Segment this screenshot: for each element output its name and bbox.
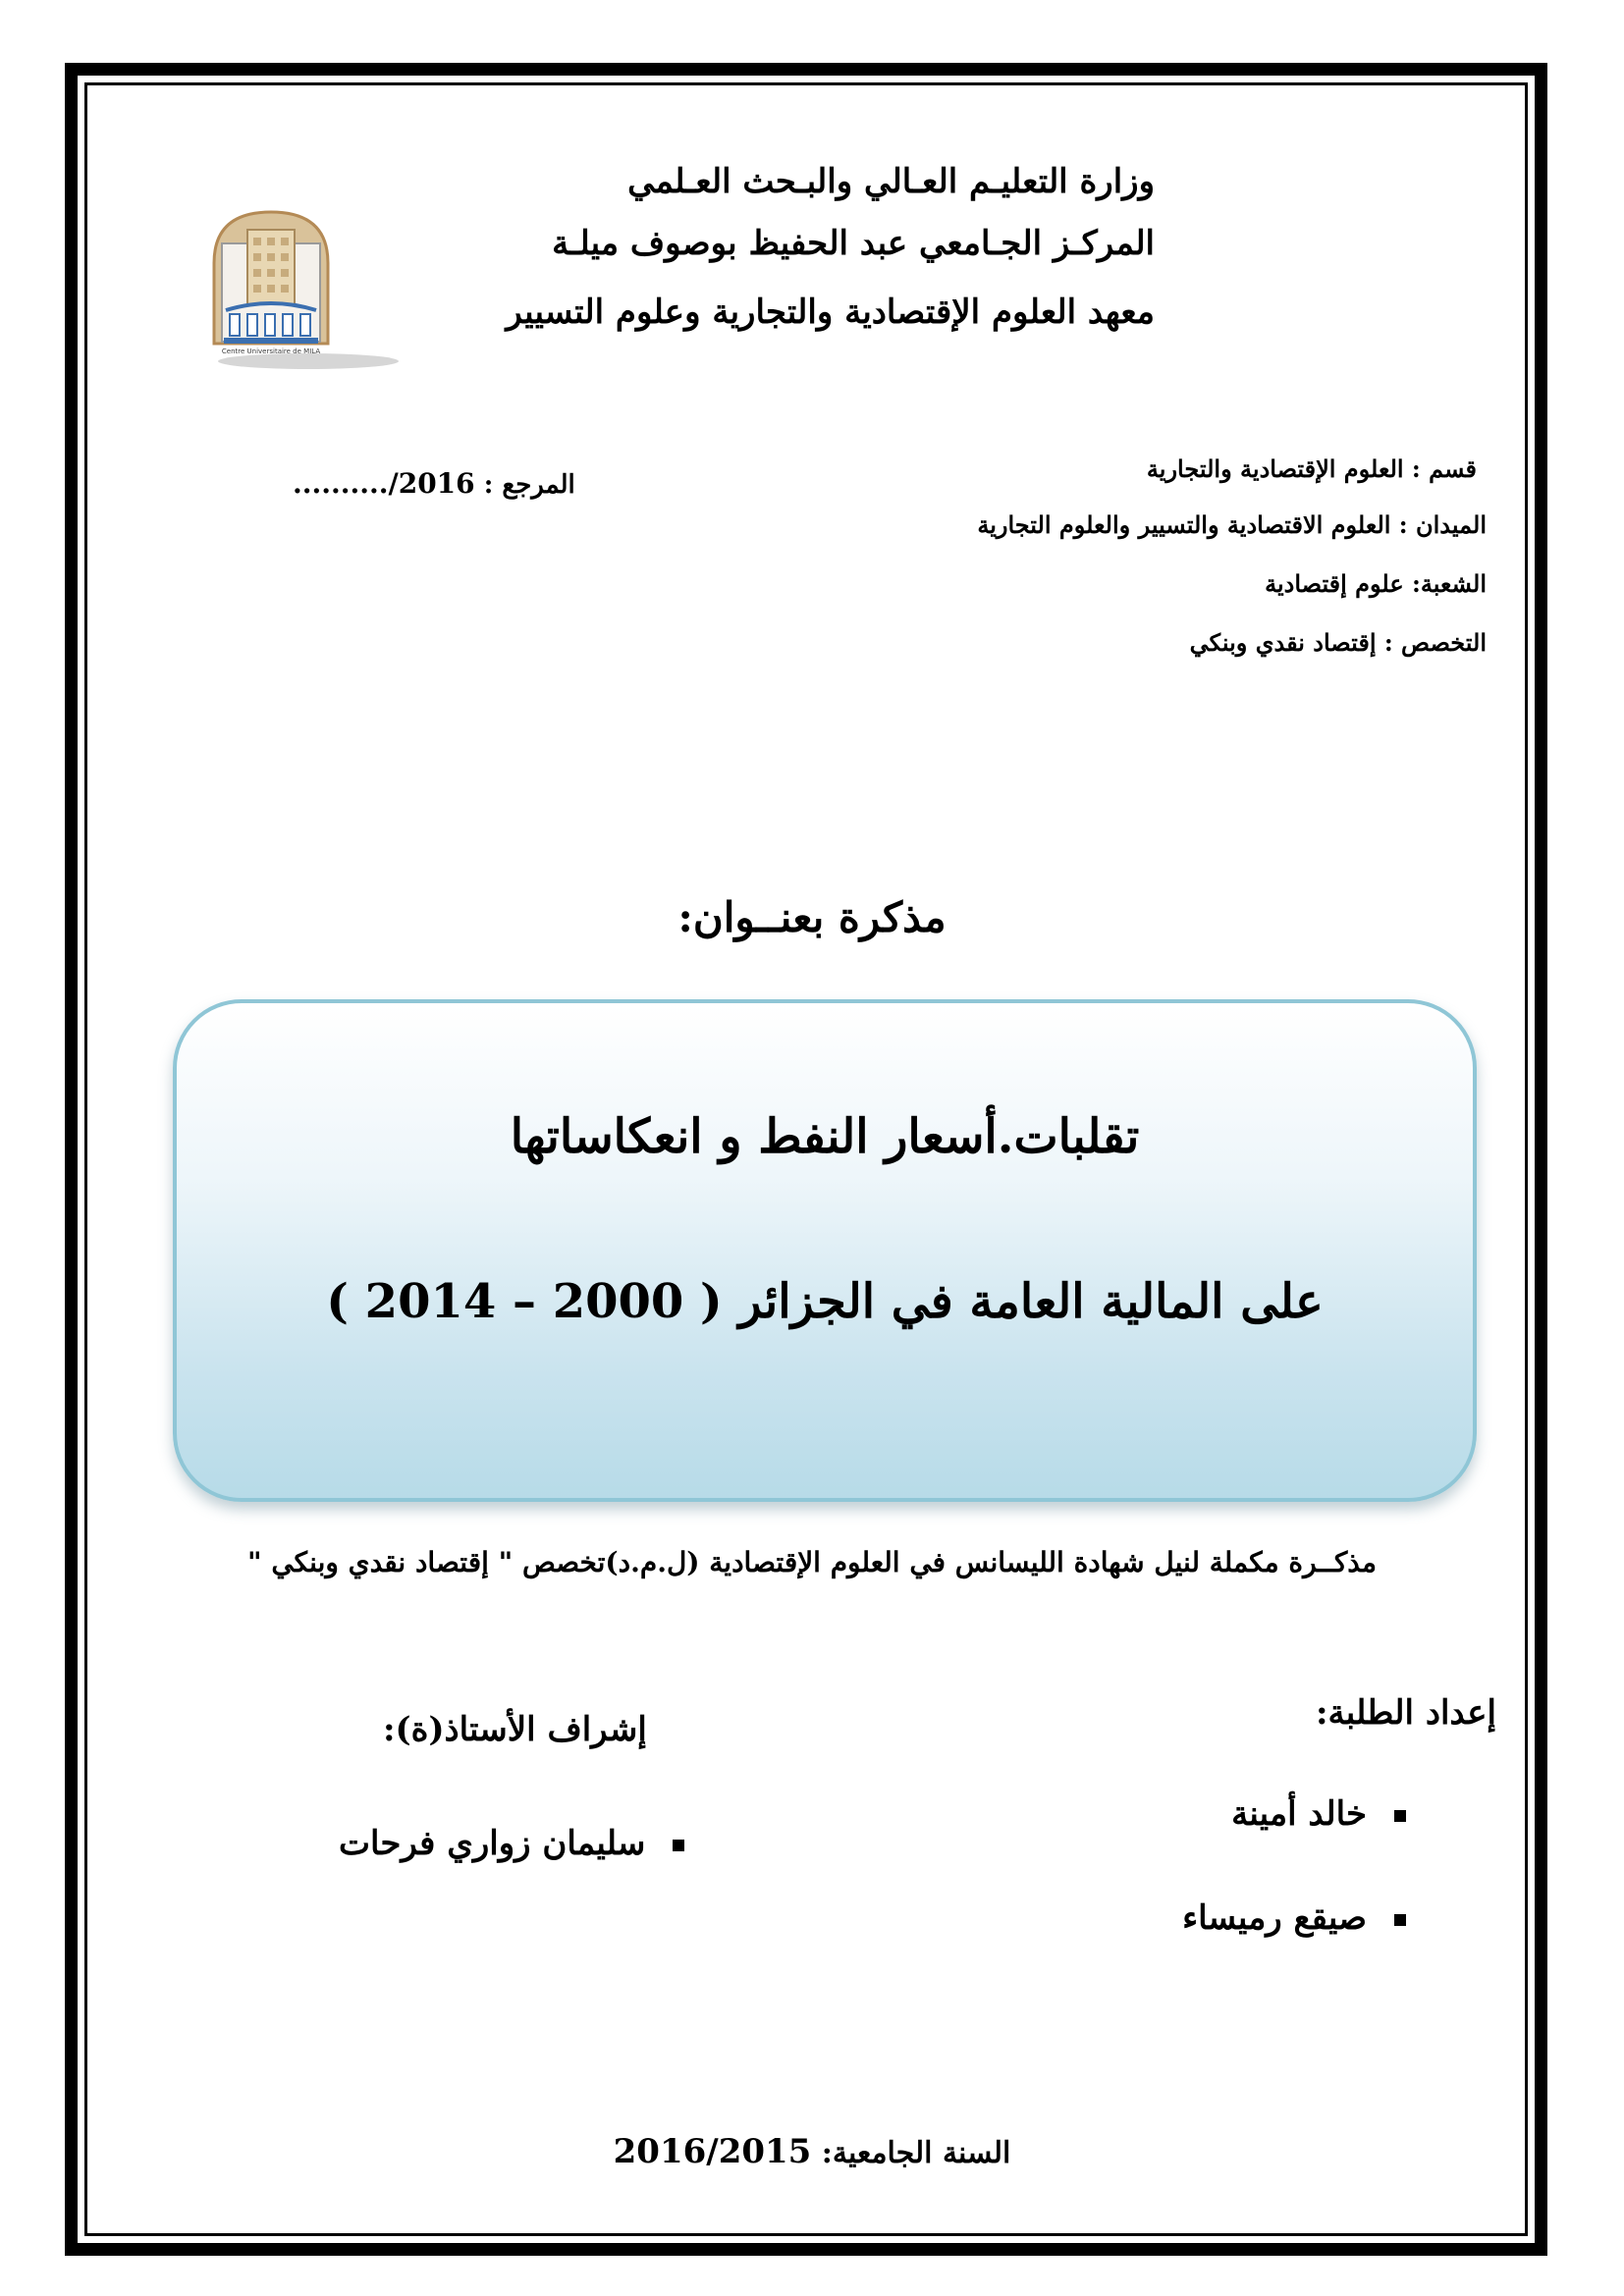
- university-logo-icon: [202, 204, 399, 371]
- reference-field: [293, 467, 575, 500]
- square-bullet-icon: [1394, 1914, 1406, 1926]
- students-label: إعداد الطلبة:: [1316, 1693, 1496, 1733]
- square-bullet-icon: [673, 1840, 684, 1851]
- academic-year: [0, 2132, 1624, 2171]
- title-box: [173, 999, 1477, 1502]
- reference-value: ........../2016: [293, 467, 475, 500]
- square-bullet-icon: [1394, 1810, 1406, 1822]
- student-name-item: خالد أمينة: [1231, 1794, 1406, 1834]
- institute-name: معهد العلوم الإقتصادية والتجارية وعلوم التسيير: [506, 293, 1155, 332]
- supervisor-label: إشراف الأستاذ(ة):: [383, 1710, 647, 1749]
- branch-line: الشعبة: علوم إقتصادية: [1265, 569, 1487, 598]
- university-center-name: المركـز الجـامعي عبد الحفيظ بوصوف ميلـة: [552, 224, 1155, 263]
- supervisor-name-item: سليمان زواري فرحات: [339, 1824, 684, 1863]
- field-line: الميدان : العلوم الاقتصادية والتسيير والعلوم التجارية: [977, 510, 1487, 539]
- degree-statement: مذكــرة مكملة لنيل شهادة الليسانس في العلوم الإقتصادية (ل.م.د)تخصص " إقتصاد نقدي وبنكي ": [247, 1546, 1377, 1578]
- department-line: قسم : العلوم الإقتصادية والتجارية: [1146, 454, 1477, 483]
- memo-heading: مذكرة بعنــوان:: [677, 893, 947, 941]
- ministry-name: وزارة التعليـم العـالي والبـحث العـلمي: [627, 162, 1155, 201]
- student-name-item: صيقع رميساء: [1182, 1898, 1406, 1938]
- reference-label: المرجع :: [483, 470, 575, 500]
- specialty-line: التخصص : إقتصاد نقدي وبنكي: [1189, 628, 1487, 657]
- thesis-title-line-2: على المالية العامة في الجزائر ( 2000 – 2014 ): [326, 1274, 1324, 1329]
- academic-year-label: السنة الجامعية:: [821, 2136, 1011, 2170]
- academic-year-value: 2016/2015: [613, 2132, 812, 2171]
- thesis-title-line-1: تقلبات.أسعار النفط و انعكاساتها: [510, 1109, 1140, 1164]
- logo-caption: Centre Universitaire de MILA: [221, 347, 321, 355]
